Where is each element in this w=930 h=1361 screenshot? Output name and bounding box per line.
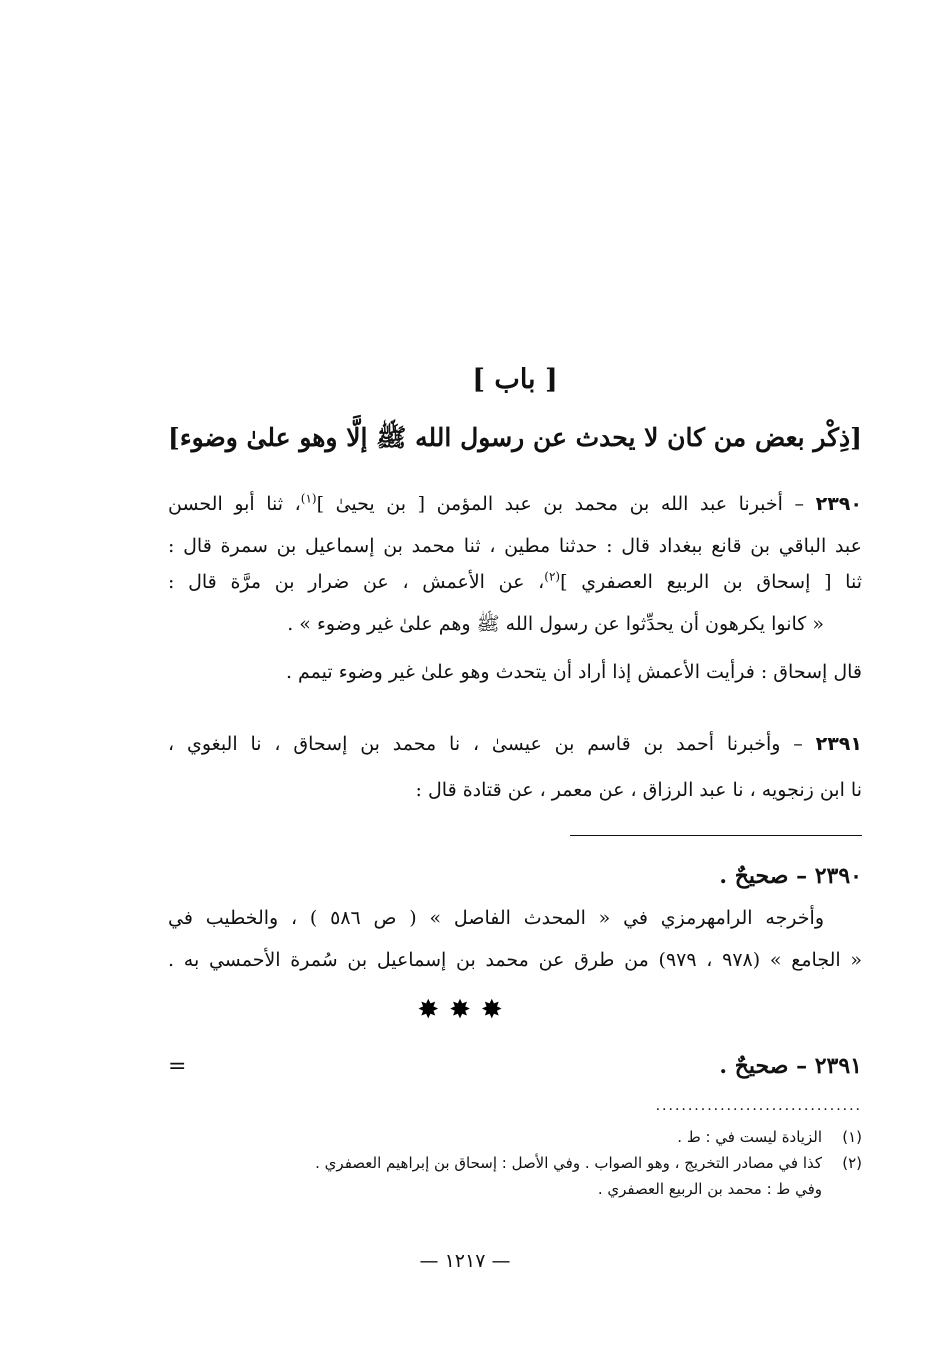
commentary-divider [570, 835, 862, 836]
hadith-2390-matn: « كانوا يكرهون أن يحدِّثوا عن رسول الله ﷺ وهم علىٰ غير وضوء » . [287, 613, 824, 635]
footnote-ref: (٢) [544, 569, 561, 584]
commentary-2390 [168, 858, 862, 978]
hadith-2390-line-2: عبد الباقي بن قانع ببغداد قال : حدثنا مطين ، ثنا محمد بن إسماعيل بن سمرة قال : [168, 535, 862, 557]
hadith-text: ، عن الأعمش ، عن ضرار بن مرَّة قال : [168, 571, 545, 593]
footnote-2 [168, 1150, 862, 1176]
hadith-2391-line-1 [168, 726, 862, 762]
hadith-text: ، ثنا أبو الحسن [168, 493, 301, 515]
hadith-number: ٢٣٩٠ [815, 493, 862, 515]
footnote-1 [168, 1124, 862, 1150]
section-separator-stars: ✸✸✸ [417, 995, 513, 1025]
page-number: — ١٢١٧ — [419, 1250, 511, 1272]
footnote-text: كذا في مصادر التخريج ، وهو الصواب . وفي الأصل : إسحاق بن إبراهيم العصفري . [315, 1154, 822, 1172]
footnote-separator: ................................ [655, 1098, 862, 1114]
commentary-2390-line-1: وأخرجه الرامهرمزي في « المحدث الفاصل » ( ص ٥٨٦ ) ، والخطيب في [168, 907, 824, 929]
continuation-mark: = [168, 1054, 187, 1079]
footnote-ref: (١) [300, 491, 317, 506]
commentary-2391 [168, 1048, 862, 1084]
commentary-2390-label: ٢٣٩٠ – صحيحٌ . [719, 863, 862, 889]
footnote-number: (٢) [842, 1154, 862, 1172]
section-title: [ذِكْر بعض من كان لا يحدث عن رسول الله ﷺ إلَّا وهو علىٰ وضوء] [168, 423, 862, 452]
commentary-2391-label: ٢٣٩١ – صحيحٌ . [719, 1053, 862, 1079]
footnote-number: (١) [842, 1128, 862, 1146]
chapter-heading: [ باب ] [472, 364, 558, 395]
hadith-2390-note: قال إسحاق : فرأيت الأعمش إذا أراد أن يتحدث وهو علىٰ غير وضوء تيمم . [285, 661, 862, 683]
commentary-2390-line-2: « الجامع » (٩٧٨ ، ٩٧٩) من طرق عن محمد بن إسماعيل بن سُمرة الأحمسي به . [168, 949, 862, 971]
footnote-text: الزيادة ليست في : ط . [677, 1128, 822, 1146]
hadith-text: – أخبرنا عبد الله بن محمد بن عبد المؤمن [ بن يحيىٰ ] [316, 493, 805, 515]
footnotes [168, 1124, 862, 1202]
hadith-2391 [168, 726, 862, 808]
hadith-2390 [168, 486, 862, 690]
hadith-2390-line-3 [168, 564, 862, 600]
footnote-2-continued: وفي ط : محمد بن الربيع العصفري . [597, 1180, 822, 1198]
hadith-2390-line-1 [168, 486, 862, 522]
hadith-text: – وأخبرنا أحمد بن قاسم بن عيسىٰ ، نا محمد بن إسحاق ، نا البغوي ، [168, 733, 803, 755]
hadith-2391-line-2: نا ابن زنجويه ، نا عبد الرزاق ، عن معمر ، عن قتادة قال : [415, 779, 862, 801]
hadith-number: ٢٣٩١ [815, 733, 862, 755]
hadith-text: ثنا [ إسحاق بن الربيع العصفري ] [560, 571, 862, 593]
